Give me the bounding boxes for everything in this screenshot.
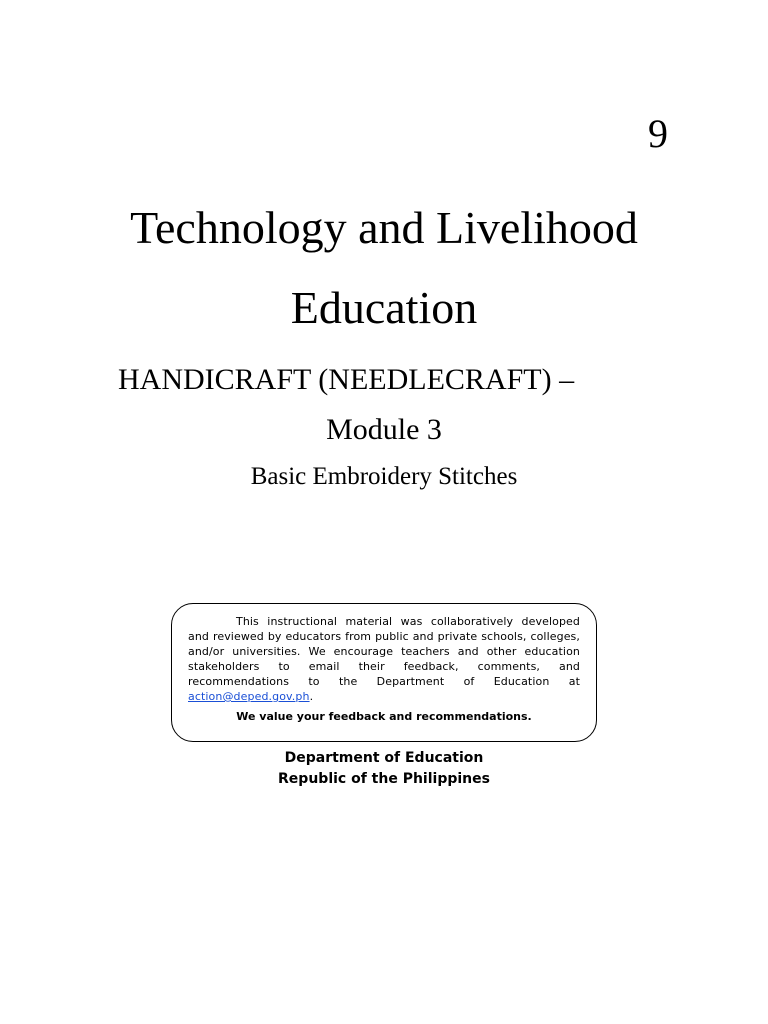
subject-heading: HANDICRAFT (NEEDLECRAFT) – [118,363,575,396]
title-line-2: Education [290,282,478,333]
notice-body: This instructional material was collaboratively developed and reviewed by educators from public and private schools, colleges, and/or universities. We encourage teachers and other education stakeholders to email their feedback, comments, and recommendations to the Department of Education at [188,615,580,688]
email-link[interactable]: action@deped.gov.ph [188,690,310,703]
feedback-notice-box [171,603,597,742]
notice-body-end: . [309,690,314,703]
notice-paragraph [188,614,580,704]
republic-name: Republic of the Philippines [278,771,490,787]
module-topic: Basic Embroidery Stitches [250,463,518,490]
feedback-note: We value your feedback and recommendations. [236,710,532,723]
department-name: Department of Education [284,750,484,766]
module-number: Module 3 [326,413,442,446]
title-line-1: Technology and Livelihood [130,202,638,253]
grade-number: 9 [648,111,668,156]
